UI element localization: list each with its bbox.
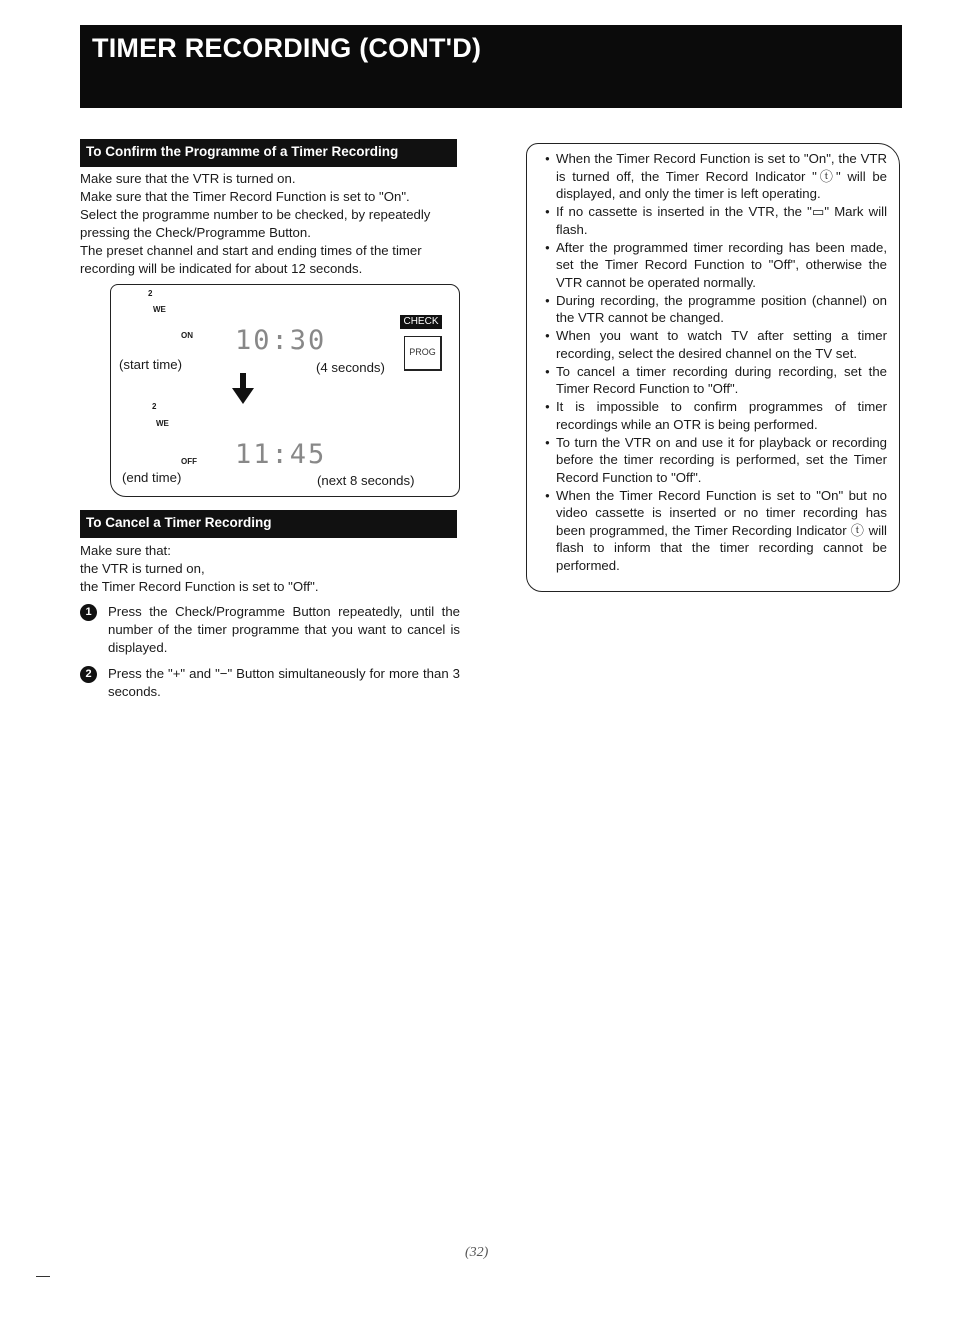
note-item: ● If no cassette is inserted in the VTR, the "▭" Mark will flash. (545, 203, 887, 238)
bottom-day-label: WE (156, 419, 169, 428)
top-day-label: WE (153, 305, 166, 314)
top-channel-number: 2 (148, 289, 153, 298)
prog-indicator-box: PROG (404, 336, 442, 371)
note-item: ● To cancel a timer recording during recording, set the Timer Record Function to "Off". (545, 363, 887, 398)
note-item: ● After the programmed timer recording has been made, set the Timer Record Function to "Off", otherwise the VTR cannot be operated normally. (545, 239, 887, 292)
cancel-heading-text: To Cancel a Timer Recording (86, 515, 272, 530)
display-diagram (110, 284, 460, 497)
step-2-text: Press the "+" and "−" Button simultaneously for more than 3 seconds. (108, 666, 460, 699)
note-item: ● When the Timer Record Function is set to "On", the VTR is turned off, the Timer Record Indicator "ⓣ" will be displayed, and only the timer is left operating. (545, 150, 887, 203)
page-title: TIMER RECORDING (CONT'D) (92, 33, 482, 63)
end-time-display: 11:45 (235, 439, 327, 470)
confirm-section-heading (80, 139, 457, 167)
confirm-heading-text: To Confirm the Programme of a Timer Recording (86, 144, 399, 159)
title-banner (80, 25, 902, 108)
down-arrow-icon (230, 373, 256, 405)
notes-list (545, 150, 887, 575)
note-item: ● It is impossible to confirm programmes of timer recordings while an OTR is being performed. (545, 398, 887, 433)
off-label: OFF (181, 457, 197, 466)
note-item: ● When you want to watch TV after setting a timer recording, select the desired channel on the TV set. (545, 327, 887, 362)
note-item: ● To turn the VTR on and use it for playback or recording before the timer recording is performed, set the Timer Record Function to "Off". (545, 434, 887, 487)
step-1-text: Press the Check/Programme Button repeatedly, until the number of the timer programme that you want to cancel is displayed. (108, 604, 460, 655)
end-time-label: (end time) (122, 470, 182, 485)
cancel-instructions: Make sure that: the VTR is turned on, the Timer Record Function is set to "Off". (80, 543, 319, 594)
start-time-label: (start time) (119, 357, 183, 372)
note-item: ● When the Timer Record Function is set to "On" but no video cassette is inserted or no timer recording has been programmed, the Timer Recording Indicator ⓣ will flash to inform that the timer recording cannot be performed. (545, 487, 887, 575)
check-badge: CHECK (400, 315, 442, 329)
end-duration-label: (next 8 seconds) (317, 473, 415, 488)
on-label: ON (181, 331, 193, 340)
page-number: (32) (465, 1245, 489, 1260)
notes-box (526, 143, 900, 592)
confirm-instructions: Make sure that the VTR is turned on. Make sure that the Timer Record Function is set to "On". Select the programme number to be checked, by repeatedly pressing the Check/Programme Button. The preset channel and start and ending times of the timer recording will be indicated for about 12 seconds. (80, 171, 431, 276)
cancel-section-heading (80, 510, 457, 538)
step-1-number-icon: 1 (80, 604, 97, 621)
bottom-channel-number: 2 (152, 402, 157, 411)
start-duration-label: (4 seconds) (316, 360, 385, 375)
start-time-display: 10:30 (235, 325, 327, 356)
step-2-number-icon: 2 (80, 666, 97, 683)
note-item: ● During recording, the programme position (channel) on the VTR cannot be changed. (545, 292, 887, 327)
crop-mark (36, 1276, 50, 1277)
